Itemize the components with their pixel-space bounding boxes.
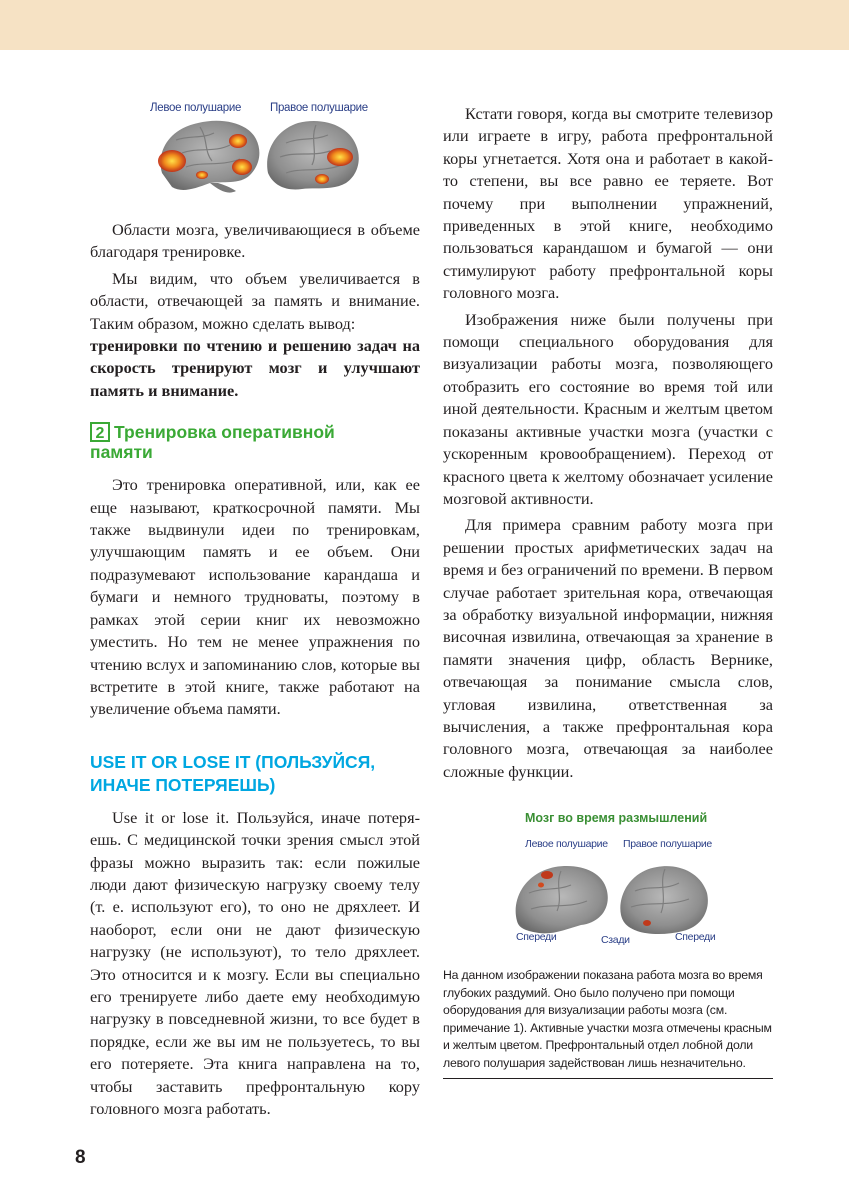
paragraph-tv-games: Кстати говоря, когда вы смотрите телевизор или играете в игру, работа префронтальной коры угнетается. Хотя она и работает в какой-то степени, вы все равно ее теряете. Вот почему при выполнении упражнений, приведенных в этой книге, необходимо пользоваться карандашом и бумагой — они стимулируют работу префронтальной коры головного мозга.: [443, 104, 773, 303]
paragraph-images: Изображения ниже были получены при помощи специального оборудования для визуализации работы мозга, позволяющего отобразить его состояние во время той или иной деятельности. Красным и желтым цветом показаны активные участки мозга (участки с ускоренным кровообращением). Переход от красного цвета к желтому обозначает усиление мозговой активности.: [443, 309, 773, 508]
paragraph-arithmetic: Для примера сравним работу мозга при решении простых арифметических задач на время и без ограничений по времени. В первом случае работает зрительная кора, отвечающая за обработку визуальной информации, нижняя височная извилина, отвечающая за хранение в памяти значения цифр, область Вернике, отвечающая за понимание смысла слов, угловая извилина, ответственная за вычисления, а также префронтальная кора головного мозга, отвечающая за наиболее сложные функции.: [443, 515, 773, 781]
section-heading-working-memory: [90, 422, 420, 462]
heading-line1: USE IT OR LOSE IT (ПОЛЬЗУЙСЯ,: [90, 751, 376, 772]
brain-scan-image: [90, 95, 420, 207]
label-front-right: Спереди: [675, 931, 716, 944]
section-number-badge: 2: [90, 422, 110, 442]
figure-title: Мозг во время размышлений: [525, 811, 708, 826]
paragraph-conclusion-bold: тренировки по чтению и решению задач на скорость тренируют мозг и улучшают память и внимание.: [90, 336, 420, 400]
section-title-line2: памяти: [90, 442, 153, 463]
top-color-band: [0, 0, 849, 50]
heading-line2: ИНАЧЕ ПОТЕРЯЕШЬ): [90, 774, 276, 795]
figure-caption: На данном изображении показана работа мозга во время глубоких раздумий. Оно было получено при помощи оборудования для визуализации работы мозга (см. примечание 1). Активные участки мозга отмечены красным и желтым цветом. Префронтальный отдел лобной доли левого полушария задействован лишь незначительно.: [443, 967, 773, 1079]
brain-figure-top: [90, 95, 420, 207]
paragraph-working-memory: Это тренировка оперативной, или, как ее еще называют, краткосрочной памяти. Мы также выдвинули идеи по тренировкам, улучшающим память и ее объем. Они подразумевают использование карандаша и бумаги и немного трудноваты, поэтому в рамках этой серии книг их невозможно уместить. Но тем не менее упражнения по чтению вслух и запоминанию слов, которые вы встретите в этой книге, также работают на увеличение объема памяти.: [90, 475, 420, 719]
right-brain-2: [620, 866, 708, 934]
label-right-hemisphere: Правое полушарие: [270, 102, 368, 114]
label-left-hemisphere: Левое полушарие: [150, 102, 242, 114]
left-brain-2: [516, 866, 608, 933]
heading-use-it-or-lose-it: [90, 751, 420, 797]
section-title-line1: Тренировка оперативной: [114, 422, 335, 443]
page-number: 8: [75, 1147, 86, 1168]
label-back: Сзади: [601, 934, 630, 947]
left-column: [90, 95, 420, 1120]
right-brain-shape: [267, 121, 359, 189]
right-column: [443, 103, 773, 1079]
figure-caption-paragraph: Области мозга, увеличивающиеся в объеме благодаря тренировке.: [90, 220, 420, 262]
paragraph-volume: Мы видим, что объем увеличивается в области, отвечающей за память и внимание. Таким образом, можно сделать вывод:: [90, 268, 420, 333]
label-right-hemisphere-2: Правое полушарие: [623, 838, 712, 851]
paragraph-use-it: Use it or lose it. Пользуйся, иначе потеряешь. С медицинской точки зрения смысл этой фразы можно выразить так: если пожилые люди дают физическую нагрузку своему телу (т. е. используют его), то оно не дряхлеет. И наоборот, если они не дают физическую нагрузку (не используют), то тело дряхлеет. Это относится и к мозгу. Если вы специально его тренируете либо даете ему необходимую нагрузку в повседневной жизни, то все будет в порядке, если же вы им не пользуетесь, то вы его потеряете. Эта книга направлена на то, чтобы заставить префронтальную кору головного мозга работать.: [90, 807, 420, 1118]
label-left-hemisphere-2: Левое полушарие: [525, 838, 608, 851]
label-front-left: Спереди: [516, 931, 557, 944]
left-brain-shape: [158, 121, 259, 193]
brain-figure-thinking: [443, 811, 773, 961]
